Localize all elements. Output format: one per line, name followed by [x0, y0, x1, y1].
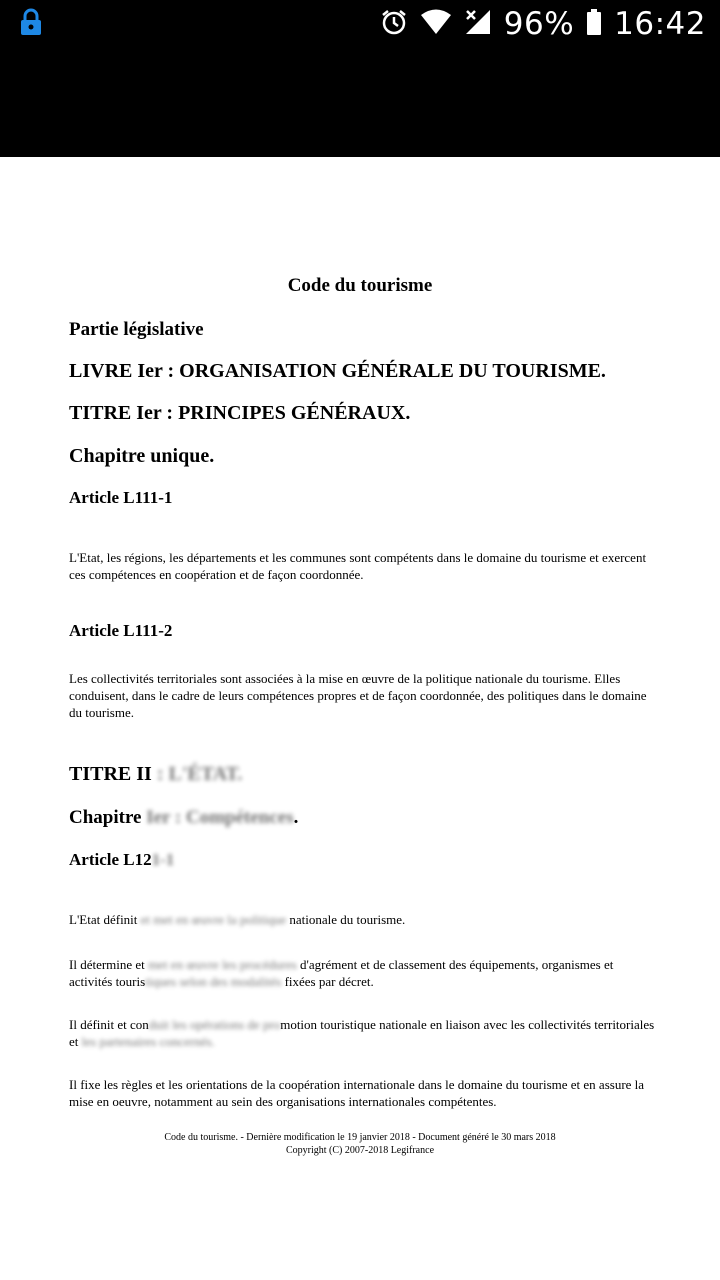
titre-heading-text: TITRE II: [69, 763, 152, 785]
document-title: Code du tourisme: [287, 275, 433, 296]
paragraph-text: L'Etat définit: [69, 912, 141, 927]
paragraph-text: nationale du tourisme.: [286, 912, 406, 927]
blurred-text: met en œuvre les procédures: [148, 957, 297, 972]
battery-icon: [586, 8, 602, 40]
article-paragraph: Les collectivités territoriales sont associées à la mise en œuvre de la politique nationale du tourisme. Elles conduisent, dans le cadre de leurs compétences propres et de façon coordonnée, des politiques dans le domaine du tourisme.: [69, 671, 647, 720]
paragraph-text: Il définit et con: [69, 1017, 149, 1032]
article-heading: Article L111-2: [69, 621, 173, 640]
article-paragraph: L'Etat, les régions, les départements et les communes sont compétents dans le domaine du tourisme et exercent ces compétences en coopération et de façon coordonnée.: [69, 550, 647, 582]
chapitre-heading: [69, 807, 298, 829]
alarm-icon: [380, 8, 408, 40]
document-footer: [0, 1131, 720, 1157]
chapitre-heading-text: .: [293, 807, 299, 828]
article-paragraph: [69, 911, 659, 928]
paragraph-text: d'agrément et de classement des équipements, organismes et activités touris: [69, 957, 614, 989]
footer-line: Code du tourisme. - Dernière modification le 19 janvier 2018 - Document généré le 30 mars 2018: [164, 1132, 556, 1143]
article-heading-text: Article L12: [69, 850, 152, 869]
paragraph-text: motion touristique nationale en liaison avec les collectivités territoriales et: [69, 1017, 655, 1049]
blurred-text: : L'ÉTAT.: [151, 763, 243, 785]
blurred-text: Ier : Compétences: [146, 807, 294, 828]
paragraph-text: Il détermine et: [69, 957, 149, 972]
blurred-text: et met en œuvre la politique: [140, 912, 287, 927]
footer-copyright: Copyright (C) 2007-2018 Legifrance: [285, 1145, 435, 1156]
article-paragraph: [69, 956, 659, 990]
article-heading: Article L111-1: [69, 488, 173, 507]
paragraph-text: fixées par décret.: [281, 974, 374, 989]
chapitre-heading: Chapitre unique.: [69, 445, 215, 467]
status-bar: [0, 0, 720, 157]
titre-heading: TITRE Ier : PRINCIPES GÉNÉRAUX.: [69, 402, 411, 424]
partie-heading: Partie législative: [69, 319, 204, 340]
titre-heading: [69, 763, 242, 786]
chapitre-heading-text: Chapitre: [69, 807, 147, 828]
blurred-text: les partenaires concernés.: [81, 1034, 215, 1049]
document-page[interactable]: [0, 157, 720, 1280]
status-icons: [380, 4, 706, 44]
clock: 16:42: [614, 6, 706, 42]
lock-icon: [18, 8, 44, 36]
battery-percentage: 96%: [503, 6, 575, 42]
signal-icon: [464, 8, 492, 40]
article-paragraph: [69, 1016, 659, 1050]
livre-heading: LIVRE Ier : ORGANISATION GÉNÉRALE DU TOURISME.: [69, 360, 606, 382]
article-heading: [69, 850, 174, 870]
wifi-icon: [420, 8, 452, 40]
blurred-text: 1-1: [151, 850, 175, 869]
blurred-text: tiques selon des modalités: [145, 974, 282, 989]
article-paragraph: Il fixe les règles et les orientations de la coopération internationale dans le domaine du tourisme et en assure la mise en oeuvre, notamment au sein des organisations internationales compétentes.: [69, 1077, 645, 1109]
blurred-text: duit les opérations de pro: [148, 1017, 281, 1032]
